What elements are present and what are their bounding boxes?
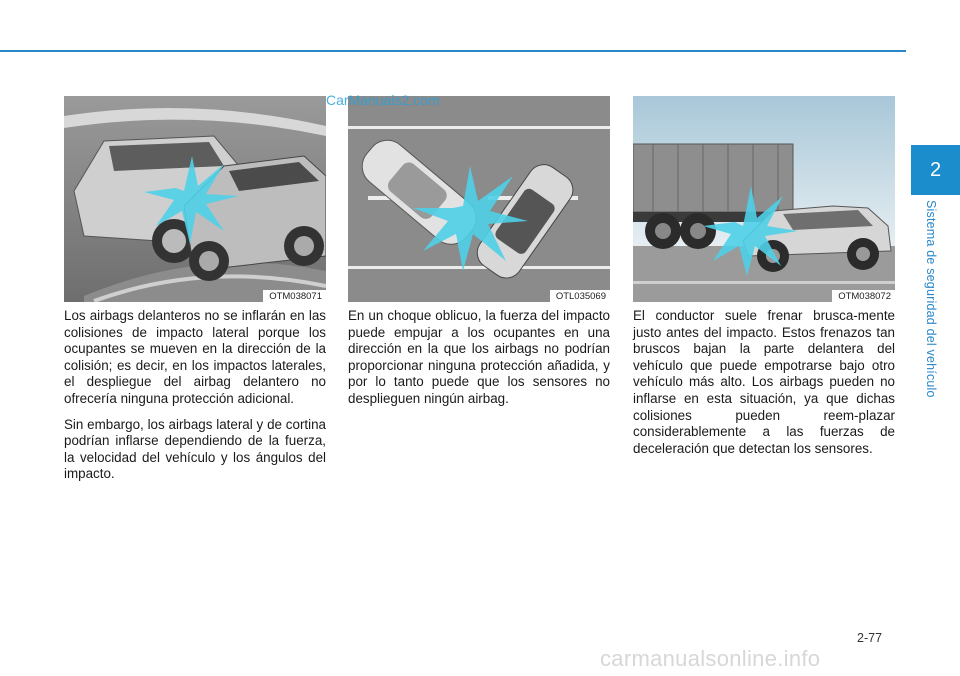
side-impact-illustration (64, 96, 326, 302)
oblique-impact-illustration (348, 96, 610, 302)
chapter-number: 2 (929, 158, 942, 181)
figure-code: OTM038071 (263, 290, 326, 302)
chapter-number-tab (911, 145, 960, 195)
paragraph: En un choque oblicuo, la fuerza del impacto puede empujar a los ocupantes en una dirección en la que los airbags no podrían proporcionar ninguna protección añadida, y por lo tanto puede que los sensores no desplieguen ningún airbag. (348, 308, 610, 406)
chapter-side-label (921, 200, 941, 430)
figure-oblique-impact (348, 96, 610, 302)
text-column-2 (348, 308, 610, 417)
watermark-top: CarManuals2.com (326, 92, 440, 108)
underride-impact-illustration (633, 96, 895, 302)
figure-side-impact (64, 96, 326, 302)
text-column-3 (633, 308, 895, 466)
chapter-title: Sistema de seguridad del vehículo (924, 200, 938, 398)
paragraph: Sin embargo, los airbags lateral y de cortina podrían inflarse dependiendo de la fuerza, la velocidad del vehículo y los ángulos del impacto. (64, 416, 326, 482)
paragraph: Los airbags delanteros no se inflarán en las colisiones de impacto lateral porque los ocupantes se mueven en la dirección de la colisión; es decir, en los impactos laterales, el despliegue del airbag delantero no ofrecería ninguna protección adicional. (64, 308, 326, 406)
figure-code: OTL035069 (550, 290, 610, 302)
page-number: 2-77 (857, 631, 883, 645)
text-column-1 (64, 308, 326, 492)
figure-code: OTM038072 (832, 290, 895, 302)
paragraph: El conductor suele frenar brusca-mente justo antes del impacto. Estos frenazos tan bruscos bajan la parte delantera del vehículo que puede empotrarse bajo otro vehículo más alto. Los airbags pueden no inflarse en esta situación, ya que dichas colisiones pueden reem-plazar considerablemente a las fuerzas de deceleración que detectan los sensores. (633, 308, 895, 456)
figure-underride-impact (633, 96, 895, 302)
header-rule (0, 50, 906, 52)
watermark-bottom: carmanualsonline.info (600, 646, 821, 671)
